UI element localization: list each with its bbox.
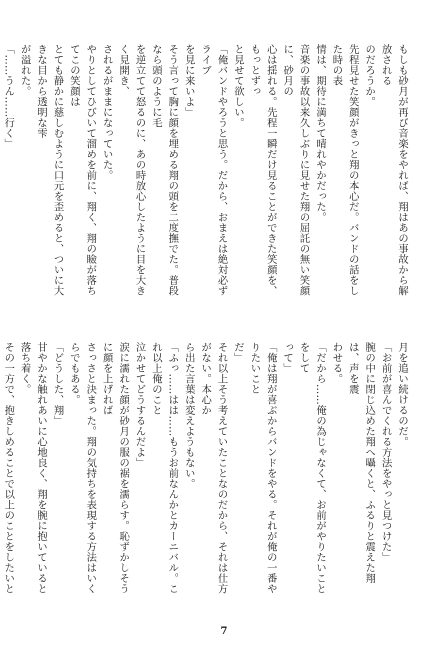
paragraph: 音楽の事故以来久しぶりに見せた翔の屈託の無い笑顔に、砂月の 心は揺れる。先程一瞬だけ見ることができた笑顔を、もっとずっ と見せて欲しい。 bbox=[231, 44, 310, 296]
page-number: 7 bbox=[220, 626, 228, 637]
paragraph: 先程見せた笑顔がきっと翔の本心だ。バンドの話をした時の表 情は、期待に満ちて晴れやかだった。 bbox=[313, 44, 359, 296]
paragraph: 「ふっ……はは……もうお前なんかとカーニバル。これ以上俺のこと 泣かせてどうするんだよ」 bbox=[133, 342, 179, 594]
paragraph: もしも砂月が再び音楽をやれば、翔はあの事故から解放される のだろうか。 bbox=[363, 44, 408, 296]
paragraph: 「俺バンドやろうと思う。だから、おまえは絶対必ずライブ を見に来いよ」 bbox=[182, 44, 228, 296]
paragraph: 「……うん……行く」 bbox=[2, 44, 15, 149]
text-block-top bbox=[2, 44, 410, 306]
paragraph: 「どうした、翔」 bbox=[51, 342, 64, 426]
paragraph: 「俺は翔が喜ぶからバンドをやる。それが俺の一番やりたいこと だ」 bbox=[231, 342, 277, 594]
paragraph: やりとしてひびいて溜めを前に、翔く、翔の瞼が落ちてこの笑顔は とても静かに慈しむように口元を歪めると、ついに大きな目から透明な雫 が溢れた。 bbox=[18, 44, 97, 296]
paragraph: 涙に濡れた顔が砂月の服の裾を濡らす。恥ずかしそうに顔を上げれば さっさと決まった。翔の気持ちを表現する方法はいくらでもある。 bbox=[67, 342, 130, 594]
paragraph: それ以上そう考えていたことなのだから、それは仕方がない。本心か ら出た言葉は変えようもない。 bbox=[182, 342, 228, 594]
text-block-bottom bbox=[2, 342, 410, 604]
paragraph: 甘やかな触れあいに心地良く、翔を腕に抱いていると落ち着く。 その一方で、抱きしめることで以上のことをしたいと bbox=[2, 342, 48, 594]
paragraph: 「お前が喜んでくれる方法をやっと見つけた」 bbox=[379, 342, 392, 563]
paragraph: 月を追い続けるのだ。 bbox=[396, 342, 408, 447]
paragraph: そう言って胸に顔を埋める翔の頭を二度撫でた。普段なら頭のように毛 を逆立てて怒るのに、あの時放心したように目を大きく見開き、 されるがままになっていた。 bbox=[100, 44, 179, 296]
paragraph: 腕の中に閉じ込めた翔へ囁くと、ふるりと震えた翔は、声を震 わせる。 bbox=[330, 342, 376, 584]
paragraph: 「だから……俺の為じゃなくて、お前がやりたいことをして って」 bbox=[281, 342, 326, 594]
